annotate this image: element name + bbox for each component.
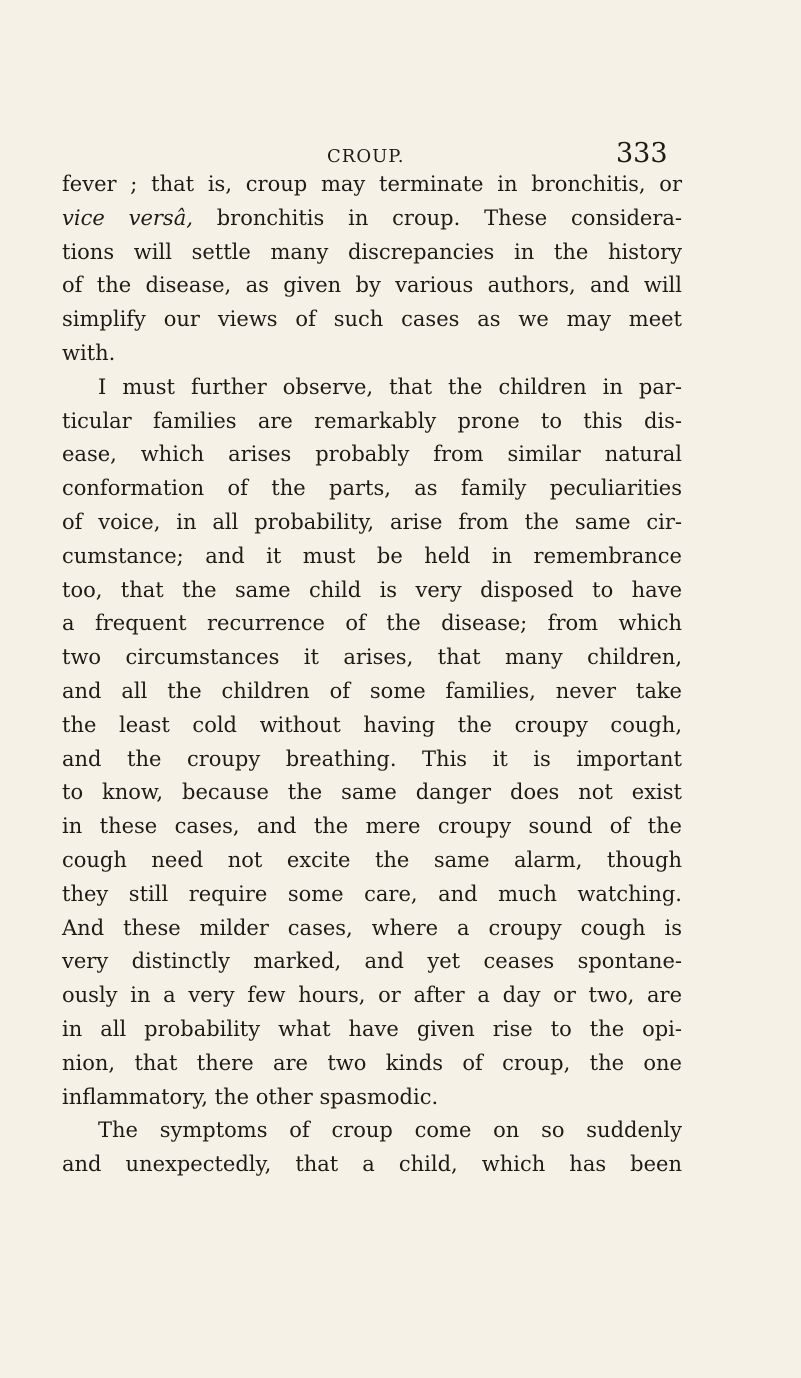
text-line: fever ; that is, croup may terminate in bronchitis, or (62, 172, 682, 196)
text-line: to know, because the same danger does not exist (62, 780, 682, 805)
paragraph-start-line: I must further observe, that the children in par- (98, 374, 682, 399)
text-line: with. (62, 340, 116, 365)
text-line: inflammatory, the other spasmodic. (62, 1084, 439, 1109)
text-line: the least cold without having the croupy cough, (62, 712, 682, 737)
text-line: in all probability what have given rise to the opi- (62, 1016, 682, 1041)
text-line: and all the children of some families, never take (62, 678, 682, 703)
running-title: CROUP. (327, 146, 405, 167)
body-text (62, 168, 682, 1182)
text-line: cough need not excite the same alarm, though (62, 847, 682, 872)
text-line: vice versâ, bronchitis in croup. These considera- (62, 205, 682, 230)
text-line: tions will settle many discrepancies in the history (62, 239, 682, 264)
text-line: cumstance; and it must be held in remembrance (62, 543, 682, 568)
paragraph-start-line: The symptoms of croup come on so suddenly (98, 1118, 682, 1143)
text-line: nion, that there are two kinds of croup, the one (62, 1050, 682, 1075)
text-line: conformation of the parts, as family peculiarities (62, 476, 682, 501)
text-line: and the croupy breathing. This it is important (62, 746, 682, 771)
text-line: and unexpectedly, that a child, which has been (62, 1152, 682, 1177)
italic-phrase: vice versâ, (62, 205, 193, 230)
text-line: ease, which arises probably from similar natural (62, 442, 682, 467)
text-line: very distinctly marked, and yet ceases spontane- (62, 949, 682, 974)
text-line: simplify our views of such cases as we may meet (62, 307, 682, 332)
text-line: too, that the same child is very disposed to have (62, 577, 682, 602)
text-line: And these milder cases, where a croupy cough is (62, 915, 682, 940)
text-line: ticular families are remarkably prone to this dis- (62, 408, 682, 433)
text-line: in these cases, and the mere croupy sound of the (62, 814, 682, 839)
text-line: they still require some care, and much watching. (62, 881, 682, 906)
text-line: ously in a very few hours, or after a day or two, are (62, 983, 682, 1008)
text-line: a frequent recurrence of the disease; from which (62, 611, 682, 636)
page-number: 333 (616, 138, 668, 169)
text-line: two circumstances it arises, that many children, (62, 645, 682, 670)
text-line: of voice, in all probability, arise from the same cir- (62, 509, 682, 534)
text-line: of the disease, as given by various authors, and will (62, 273, 682, 298)
